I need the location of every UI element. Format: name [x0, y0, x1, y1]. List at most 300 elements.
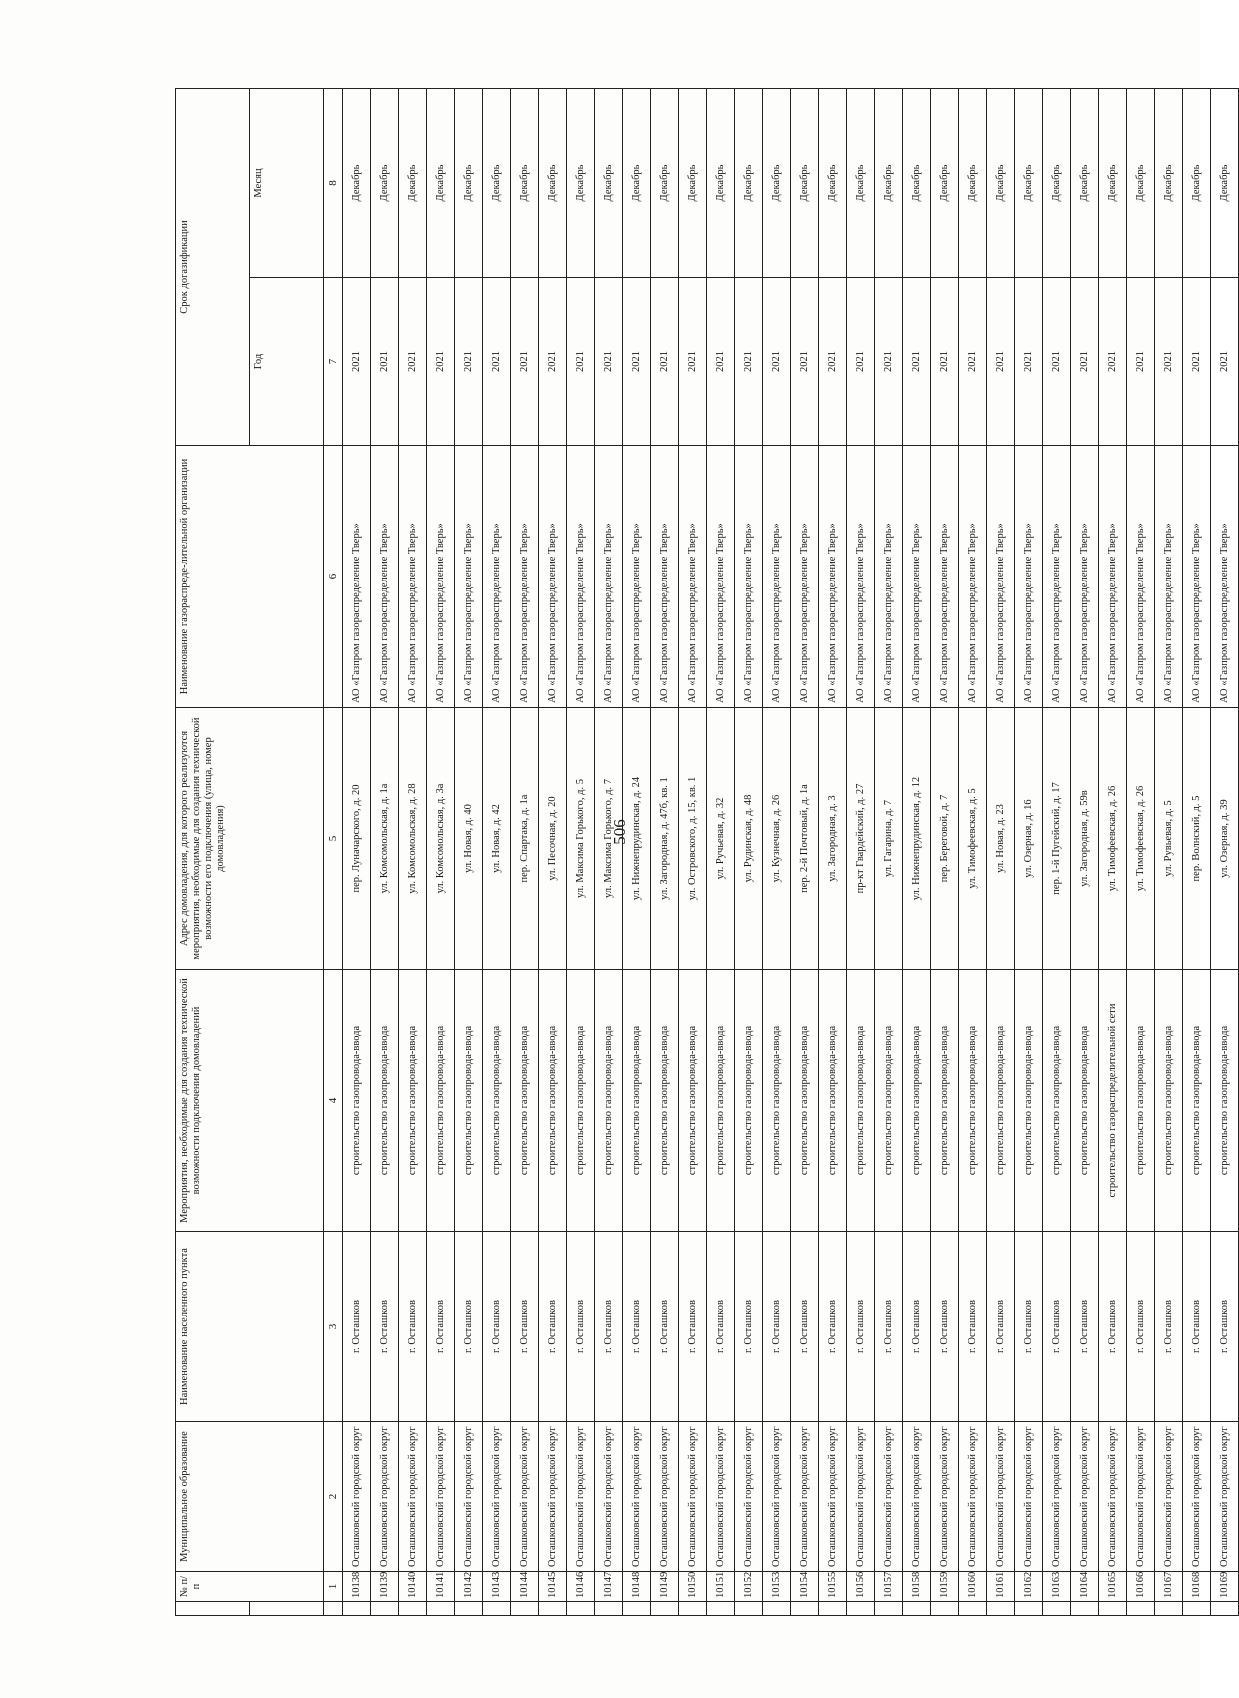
cell-year: 2021 — [1015, 278, 1043, 446]
cell-num: 10163 — [1043, 1572, 1071, 1602]
cell-organization: АО «Газпром газораспределение Тверь» — [763, 446, 791, 708]
cell-month: Декабрь — [763, 88, 791, 277]
cell-num: 10166 — [1127, 1572, 1155, 1602]
cell-year: 2021 — [1127, 278, 1155, 446]
cell-municipality: Осташковский городской округ — [791, 1422, 819, 1572]
cell-municipality: Осташковский городской округ — [567, 1422, 595, 1572]
cell-address: ул. Рудинская, д. 48 — [735, 708, 763, 970]
cell-num: 10165 — [1099, 1572, 1127, 1602]
cell-organization: АО «Газпром газораспределение Тверь» — [791, 446, 819, 708]
cell-num: 10161 — [987, 1572, 1015, 1602]
cell-month: Декабрь — [875, 88, 903, 277]
spacer-cell — [875, 1602, 903, 1616]
cell-municipality: Осташковский городской округ — [427, 1422, 455, 1572]
cell-municipality: Осташковский городской округ — [1155, 1422, 1183, 1572]
cell-organization: АО «Газпром газораспределение Тверь» — [1043, 446, 1071, 708]
header-address: Адрес домовладения, для которого реализуются мероприятия, необходимые для создания технической возможности его подключения (улица, номер домовладения) — [176, 708, 324, 970]
cell-activity: строительство газопровода-ввода — [371, 970, 399, 1232]
cell-municipality: Осташковский городской округ — [903, 1422, 931, 1572]
cell-address: ул. Нижнепрудинская, д. 12 — [903, 708, 931, 970]
cell-organization: АО «Газпром газораспределение Тверь» — [651, 446, 679, 708]
cell-settlement: г. Осташков — [483, 1232, 511, 1422]
cell-settlement: г. Осташков — [511, 1232, 539, 1422]
cell-address: ул. Кузнечная, д. 26 — [763, 708, 791, 970]
cell-settlement: г. Осташков — [1015, 1232, 1043, 1422]
cell-num: 10153 — [763, 1572, 791, 1602]
cell-month: Декабрь — [1015, 88, 1043, 277]
table-row — [1071, 88, 1099, 1615]
cell-municipality: Осташковский городской округ — [1071, 1422, 1099, 1572]
cell-organization: АО «Газпром газораспределение Тверь» — [707, 446, 735, 708]
cell-year: 2021 — [567, 278, 595, 446]
cell-activity: строительство газопровода-ввода — [1211, 970, 1239, 1232]
cell-year: 2021 — [651, 278, 679, 446]
cell-year: 2021 — [595, 278, 623, 446]
spacer-cell — [679, 1602, 707, 1616]
cell-organization: АО «Газпром газораспределение Тверь» — [1183, 446, 1211, 708]
cell-address: ул. Комсомольская, д. 28 — [399, 708, 427, 970]
cell-organization: АО «Газпром газораспределение Тверь» — [595, 446, 623, 708]
spacer-cell — [343, 1602, 371, 1616]
cell-organization: АО «Газпром газораспределение Тверь» — [735, 446, 763, 708]
cell-organization: АО «Газпром газораспределение Тверь» — [371, 446, 399, 708]
spacer-cell — [539, 1602, 567, 1616]
cell-month: Декабрь — [343, 88, 371, 277]
cell-settlement: г. Осташков — [455, 1232, 483, 1422]
cell-address: ул. Тимофеевская, д. 26 — [1099, 708, 1127, 970]
cell-year: 2021 — [1155, 278, 1183, 446]
spacer-cell — [1043, 1602, 1071, 1616]
cell-address: ул. Загородная, д. 47б, кв. 1 — [651, 708, 679, 970]
cell-municipality: Осташковский городской округ — [959, 1422, 987, 1572]
spacer-cell — [399, 1602, 427, 1616]
table-row — [679, 88, 707, 1615]
spacer-cell — [324, 1602, 343, 1616]
cell-organization: АО «Газпром газораспределение Тверь» — [875, 446, 903, 708]
table-row — [427, 88, 455, 1615]
cell-month: Декабрь — [371, 88, 399, 277]
table-row — [847, 88, 875, 1615]
cell-month: Декабрь — [1099, 88, 1127, 277]
cell-settlement: г. Осташков — [623, 1232, 651, 1422]
cell-year: 2021 — [1183, 278, 1211, 446]
cell-organization: АО «Газпром газораспределение Тверь» — [483, 446, 511, 708]
cell-year: 2021 — [1099, 278, 1127, 446]
cell-organization: АО «Газпром газораспределение Тверь» — [539, 446, 567, 708]
cell-municipality: Осташковский городской округ — [875, 1422, 903, 1572]
table-row — [567, 88, 595, 1615]
cell-address: пер. Волнский, д. 5 — [1183, 708, 1211, 970]
table-row — [1155, 88, 1183, 1615]
column-number: 4 — [324, 970, 343, 1232]
cell-address: пер. Спартака, д. 1а — [511, 708, 539, 970]
table-row — [875, 88, 903, 1615]
spacer-cell — [623, 1602, 651, 1616]
cell-organization: АО «Газпром газораспределение Тверь» — [511, 446, 539, 708]
cell-year: 2021 — [763, 278, 791, 446]
cell-activity: строительство газопровода-ввода — [399, 970, 427, 1232]
cell-year: 2021 — [427, 278, 455, 446]
cell-year: 2021 — [1043, 278, 1071, 446]
cell-address: ул. Островского, д. 15, кв. 1 — [679, 708, 707, 970]
cell-activity: строительство газопровода-ввода — [567, 970, 595, 1232]
table-row — [343, 88, 371, 1615]
cell-settlement: г. Осташков — [1099, 1232, 1127, 1422]
table-row — [511, 88, 539, 1615]
cell-activity: строительство газопровода-ввода — [595, 970, 623, 1232]
cell-municipality: Осташковский городской округ — [987, 1422, 1015, 1572]
spacer-cell — [791, 1602, 819, 1616]
cell-municipality: Осташковский городской округ — [651, 1422, 679, 1572]
table-row — [903, 88, 931, 1615]
cell-activity: строительство газопровода-ввода — [707, 970, 735, 1232]
cell-municipality: Осташковский городской округ — [623, 1422, 651, 1572]
cell-year: 2021 — [539, 278, 567, 446]
cell-activity: строительство газопровода-ввода — [539, 970, 567, 1232]
cell-month: Декабрь — [1127, 88, 1155, 277]
cell-settlement: г. Осташков — [1183, 1232, 1211, 1422]
cell-municipality: Осташковский городской округ — [1043, 1422, 1071, 1572]
cell-settlement: г. Осташков — [707, 1232, 735, 1422]
cell-year: 2021 — [931, 278, 959, 446]
spacer-cell — [511, 1602, 539, 1616]
cell-organization: АО «Газпром газораспределение Тверь» — [819, 446, 847, 708]
table-row — [707, 88, 735, 1615]
cell-year: 2021 — [791, 278, 819, 446]
cell-month: Декабрь — [427, 88, 455, 277]
header-deadline: Срок догазификации — [176, 88, 250, 445]
spacer-cell — [427, 1602, 455, 1616]
cell-year: 2021 — [707, 278, 735, 446]
spacer-cell — [1071, 1602, 1099, 1616]
cell-month: Декабрь — [707, 88, 735, 277]
table-row — [483, 88, 511, 1615]
cell-organization: АО «Газпром газораспределение Тверь» — [903, 446, 931, 708]
cell-municipality: Осташковский городской округ — [763, 1422, 791, 1572]
cell-num: 10158 — [903, 1572, 931, 1602]
cell-organization: АО «Газпром газораспределение Тверь» — [847, 446, 875, 708]
header-year: Год — [250, 278, 324, 446]
cell-num: 10155 — [819, 1572, 847, 1602]
table-row — [399, 88, 427, 1615]
cell-num: 10138 — [343, 1572, 371, 1602]
cell-settlement: г. Осташков — [595, 1232, 623, 1422]
cell-year: 2021 — [679, 278, 707, 446]
cell-settlement: г. Осташков — [1211, 1232, 1239, 1422]
header-activity: Мероприятия, необходимые для создания технической возможности подключения домовладений — [176, 970, 324, 1232]
cell-organization: АО «Газпром газораспределение Тверь» — [1127, 446, 1155, 708]
cell-month: Декабрь — [567, 88, 595, 277]
cell-num: 10157 — [875, 1572, 903, 1602]
cell-year: 2021 — [511, 278, 539, 446]
cell-num: 10151 — [707, 1572, 735, 1602]
cell-activity: строительство газопровода-ввода — [1155, 970, 1183, 1232]
spacer-cell — [176, 1602, 250, 1616]
cell-settlement: г. Осташков — [427, 1232, 455, 1422]
column-number: 2 — [324, 1422, 343, 1572]
table-row — [651, 88, 679, 1615]
rotated-table-container — [175, 89, 1230, 1616]
cell-month: Декабрь — [483, 88, 511, 277]
cell-num: 10141 — [427, 1572, 455, 1602]
cell-organization: АО «Газпром газораспределение Тверь» — [343, 446, 371, 708]
table-row — [623, 88, 651, 1615]
cell-organization: АО «Газпром газораспределение Тверь» — [1015, 446, 1043, 708]
cell-settlement: г. Осташков — [399, 1232, 427, 1422]
cell-month: Декабрь — [735, 88, 763, 277]
cell-activity: строительство газопровода-ввода — [511, 970, 539, 1232]
cell-settlement: г. Осташков — [371, 1232, 399, 1422]
column-number: 3 — [324, 1232, 343, 1422]
header-num: № п/п — [176, 1572, 324, 1602]
cell-municipality: Осташковский городской округ — [735, 1422, 763, 1572]
cell-settlement: г. Осташков — [791, 1232, 819, 1422]
spacer-cell — [371, 1602, 399, 1616]
cell-settlement: г. Осташков — [819, 1232, 847, 1422]
column-number: 7 — [324, 278, 343, 446]
cell-year: 2021 — [903, 278, 931, 446]
cell-num: 10140 — [399, 1572, 427, 1602]
cell-municipality: Осташковский городской округ — [1183, 1422, 1211, 1572]
cell-municipality: Осташковский городской округ — [343, 1422, 371, 1572]
cell-month: Декабрь — [1071, 88, 1099, 277]
cell-municipality: Осташковский городской округ — [847, 1422, 875, 1572]
table-row — [1183, 88, 1211, 1615]
cell-settlement: г. Осташков — [1071, 1232, 1099, 1422]
cell-municipality: Осташковский городской округ — [1127, 1422, 1155, 1572]
cell-settlement: г. Осташков — [1043, 1232, 1071, 1422]
cell-num: 10139 — [371, 1572, 399, 1602]
cell-activity: строительство газопровода-ввода — [819, 970, 847, 1232]
cell-num: 10164 — [1071, 1572, 1099, 1602]
column-number: 6 — [324, 446, 343, 708]
cell-activity: строительство газопровода-ввода — [455, 970, 483, 1232]
spacer-cell — [1015, 1602, 1043, 1616]
cell-activity: строительство газопровода-ввода — [483, 970, 511, 1232]
table-row — [819, 88, 847, 1615]
cell-year: 2021 — [483, 278, 511, 446]
cell-settlement: г. Осташков — [931, 1232, 959, 1422]
cell-year: 2021 — [1071, 278, 1099, 446]
cell-year: 2021 — [959, 278, 987, 446]
table-row — [959, 88, 987, 1615]
spacer-cell — [1211, 1602, 1239, 1616]
spacer-cell — [1099, 1602, 1127, 1616]
spacer-cell — [819, 1602, 847, 1616]
header-month: Месяц — [250, 88, 324, 277]
cell-activity: строительство газопровода-ввода — [903, 970, 931, 1232]
cell-settlement: г. Осташков — [987, 1232, 1015, 1422]
cell-activity: строительство газопровода-ввода — [1071, 970, 1099, 1232]
cell-organization: АО «Газпром газораспределение Тверь» — [567, 446, 595, 708]
cell-month: Декабрь — [595, 88, 623, 277]
cell-address: пер. Луначарского, д. 20 — [343, 708, 371, 970]
cell-organization: АО «Газпром газораспределение Тверь» — [1099, 446, 1127, 708]
cell-month: Декабрь — [623, 88, 651, 277]
table-row — [931, 88, 959, 1615]
cell-address: ул. Загородная, д. 3 — [819, 708, 847, 970]
cell-month: Декабрь — [1043, 88, 1071, 277]
cell-num: 10169 — [1211, 1572, 1239, 1602]
table-row — [987, 88, 1015, 1615]
cell-municipality: Осташковский городской округ — [455, 1422, 483, 1572]
cell-address: ул. Максима Горького, д. 5 — [567, 708, 595, 970]
table-row — [1099, 88, 1127, 1615]
cell-settlement: г. Осташков — [847, 1232, 875, 1422]
spacer-cell — [763, 1602, 791, 1616]
spacer-cell — [567, 1602, 595, 1616]
cell-municipality: Осташковский городской округ — [1015, 1422, 1043, 1572]
table-row — [1043, 88, 1071, 1615]
cell-settlement: г. Осташков — [903, 1232, 931, 1422]
cell-settlement: г. Осташков — [679, 1232, 707, 1422]
cell-year: 2021 — [735, 278, 763, 446]
cell-num: 10159 — [931, 1572, 959, 1602]
cell-settlement: г. Осташков — [343, 1232, 371, 1422]
spacer-cell — [903, 1602, 931, 1616]
cell-num: 10145 — [539, 1572, 567, 1602]
cell-num: 10160 — [959, 1572, 987, 1602]
spacer-cell — [707, 1602, 735, 1616]
cell-address: ул. Комсомольская, д. 3а — [427, 708, 455, 970]
cell-municipality: Осташковский городской округ — [595, 1422, 623, 1572]
cell-settlement: г. Осташков — [875, 1232, 903, 1422]
cell-municipality: Осташковский городской округ — [707, 1422, 735, 1572]
cell-address: ул. Максима Горького, д. 7 — [595, 708, 623, 970]
cell-settlement: г. Осташков — [735, 1232, 763, 1422]
cell-organization: АО «Газпром газораспределение Тверь» — [399, 446, 427, 708]
cell-activity: строительство газопровода-ввода — [735, 970, 763, 1232]
cell-year: 2021 — [455, 278, 483, 446]
table-row — [763, 88, 791, 1615]
cell-address: ул. Комсомольская, д. 1а — [371, 708, 399, 970]
table-row — [791, 88, 819, 1615]
column-number: 5 — [324, 708, 343, 970]
cell-municipality: Осташковский городской округ — [371, 1422, 399, 1572]
cell-municipality: Осташковский городской округ — [539, 1422, 567, 1572]
cell-activity: строительство газопровода-ввода — [875, 970, 903, 1232]
cell-year: 2021 — [623, 278, 651, 446]
cell-organization: АО «Газпром газораспределение Тверь» — [1071, 446, 1099, 708]
spacer-cell — [455, 1602, 483, 1616]
cell-month: Декабрь — [987, 88, 1015, 277]
cell-activity: строительство газопровода-ввода — [987, 970, 1015, 1232]
cell-year: 2021 — [1211, 278, 1239, 446]
cell-organization: АО «Газпром газораспределение Тверь» — [931, 446, 959, 708]
cell-address: ул. Новая, д. 42 — [483, 708, 511, 970]
cell-address: ул. Нижнепрудинская, д. 24 — [623, 708, 651, 970]
table-row — [595, 88, 623, 1615]
cell-municipality: Осташковский городской округ — [819, 1422, 847, 1572]
cell-address: пер. 2-й Почтовый, д. 1а — [791, 708, 819, 970]
cell-address: пр-кт Гвардейский, д. 27 — [847, 708, 875, 970]
cell-year: 2021 — [847, 278, 875, 446]
cell-municipality: Осташковский городской округ — [483, 1422, 511, 1572]
cell-address: ул. Озерная, д. 39 — [1211, 708, 1239, 970]
cell-address: ул. Новая, д. 40 — [455, 708, 483, 970]
cell-activity: строительство газопровода-ввода — [959, 970, 987, 1232]
cell-num: 10143 — [483, 1572, 511, 1602]
header-row — [176, 88, 250, 1615]
spacer-cell — [987, 1602, 1015, 1616]
table-row — [1211, 88, 1239, 1615]
cell-organization: АО «Газпром газораспределение Тверь» — [959, 446, 987, 708]
cell-municipality: Осташковский городской округ — [399, 1422, 427, 1572]
cell-settlement: г. Осташков — [651, 1232, 679, 1422]
cell-municipality: Осташковский городской округ — [1099, 1422, 1127, 1572]
column-number: 8 — [324, 88, 343, 277]
cell-organization: АО «Газпром газораспределение Тверь» — [455, 446, 483, 708]
cell-activity: строительство газопровода-ввода — [791, 970, 819, 1232]
cell-address: ул. Тимофеевская, д. 5 — [959, 708, 987, 970]
column-number: 1 — [324, 1572, 343, 1602]
cell-activity: строительство газопровода-ввода — [1183, 970, 1211, 1232]
cell-activity: строительство газопровода-ввода — [1015, 970, 1043, 1232]
cell-address: ул. Рувьевая, д. 5 — [1155, 708, 1183, 970]
cell-organization: АО «Газпром газораспределение Тверь» — [987, 446, 1015, 708]
cell-settlement: г. Осташков — [763, 1232, 791, 1422]
cell-num: 10147 — [595, 1572, 623, 1602]
cell-address: ул. Загородная, д. 59в — [1071, 708, 1099, 970]
cell-month: Декабрь — [819, 88, 847, 277]
cell-month: Декабрь — [679, 88, 707, 277]
cell-address: пер. 1-й Пугейский, д. 17 — [1043, 708, 1071, 970]
cell-activity: строительство газопровода-ввода — [427, 970, 455, 1232]
gasification-table — [175, 88, 1239, 1616]
cell-activity: строительство газопровода-ввода — [1043, 970, 1071, 1232]
cell-address: ул. Новая, д. 23 — [987, 708, 1015, 970]
cell-month: Декабрь — [539, 88, 567, 277]
cell-organization: АО «Газпром газораспределение Тверь» — [427, 446, 455, 708]
table-body — [176, 88, 1239, 1615]
cell-organization: АО «Газпром газораспределение Тверь» — [1211, 446, 1239, 708]
cell-num: 10168 — [1183, 1572, 1211, 1602]
cell-year: 2021 — [399, 278, 427, 446]
table-row — [735, 88, 763, 1615]
header-organization: Наименование газораспреде-лительной организации — [176, 446, 324, 708]
spacer-cell — [250, 1602, 324, 1616]
cell-address: ул. Ручьевая, д. 32 — [707, 708, 735, 970]
cell-activity: строительство газопровода-ввода — [931, 970, 959, 1232]
cell-month: Декабрь — [791, 88, 819, 277]
cell-year: 2021 — [343, 278, 371, 446]
spacer-cell — [959, 1602, 987, 1616]
cell-address: ул. Песочная, д. 20 — [539, 708, 567, 970]
cell-month: Декабрь — [399, 88, 427, 277]
cell-year: 2021 — [987, 278, 1015, 446]
cell-organization: АО «Газпром газораспределение Тверь» — [679, 446, 707, 708]
page-number: 506 — [610, 819, 629, 845]
cell-settlement: г. Осташков — [1155, 1232, 1183, 1422]
cell-num: 10156 — [847, 1572, 875, 1602]
cell-num: 10152 — [735, 1572, 763, 1602]
cell-activity: строительство газопровода-ввода — [847, 970, 875, 1232]
spacer-cell — [1127, 1602, 1155, 1616]
spacer-cell — [735, 1602, 763, 1616]
cell-num: 10162 — [1015, 1572, 1043, 1602]
cell-activity: строительство газопровода-ввода — [763, 970, 791, 1232]
cell-activity: строительство газопровода-ввода — [679, 970, 707, 1232]
cell-num: 10150 — [679, 1572, 707, 1602]
cell-month: Декабрь — [1155, 88, 1183, 277]
cell-num: 10146 — [567, 1572, 595, 1602]
cell-activity: строительство газораспределительной сети — [1099, 970, 1127, 1232]
cell-month: Декабрь — [1211, 88, 1239, 277]
cell-organization: АО «Газпром газораспределение Тверь» — [1155, 446, 1183, 708]
cell-year: 2021 — [875, 278, 903, 446]
cell-settlement: г. Осташков — [1127, 1232, 1155, 1422]
cell-num: 10148 — [623, 1572, 651, 1602]
